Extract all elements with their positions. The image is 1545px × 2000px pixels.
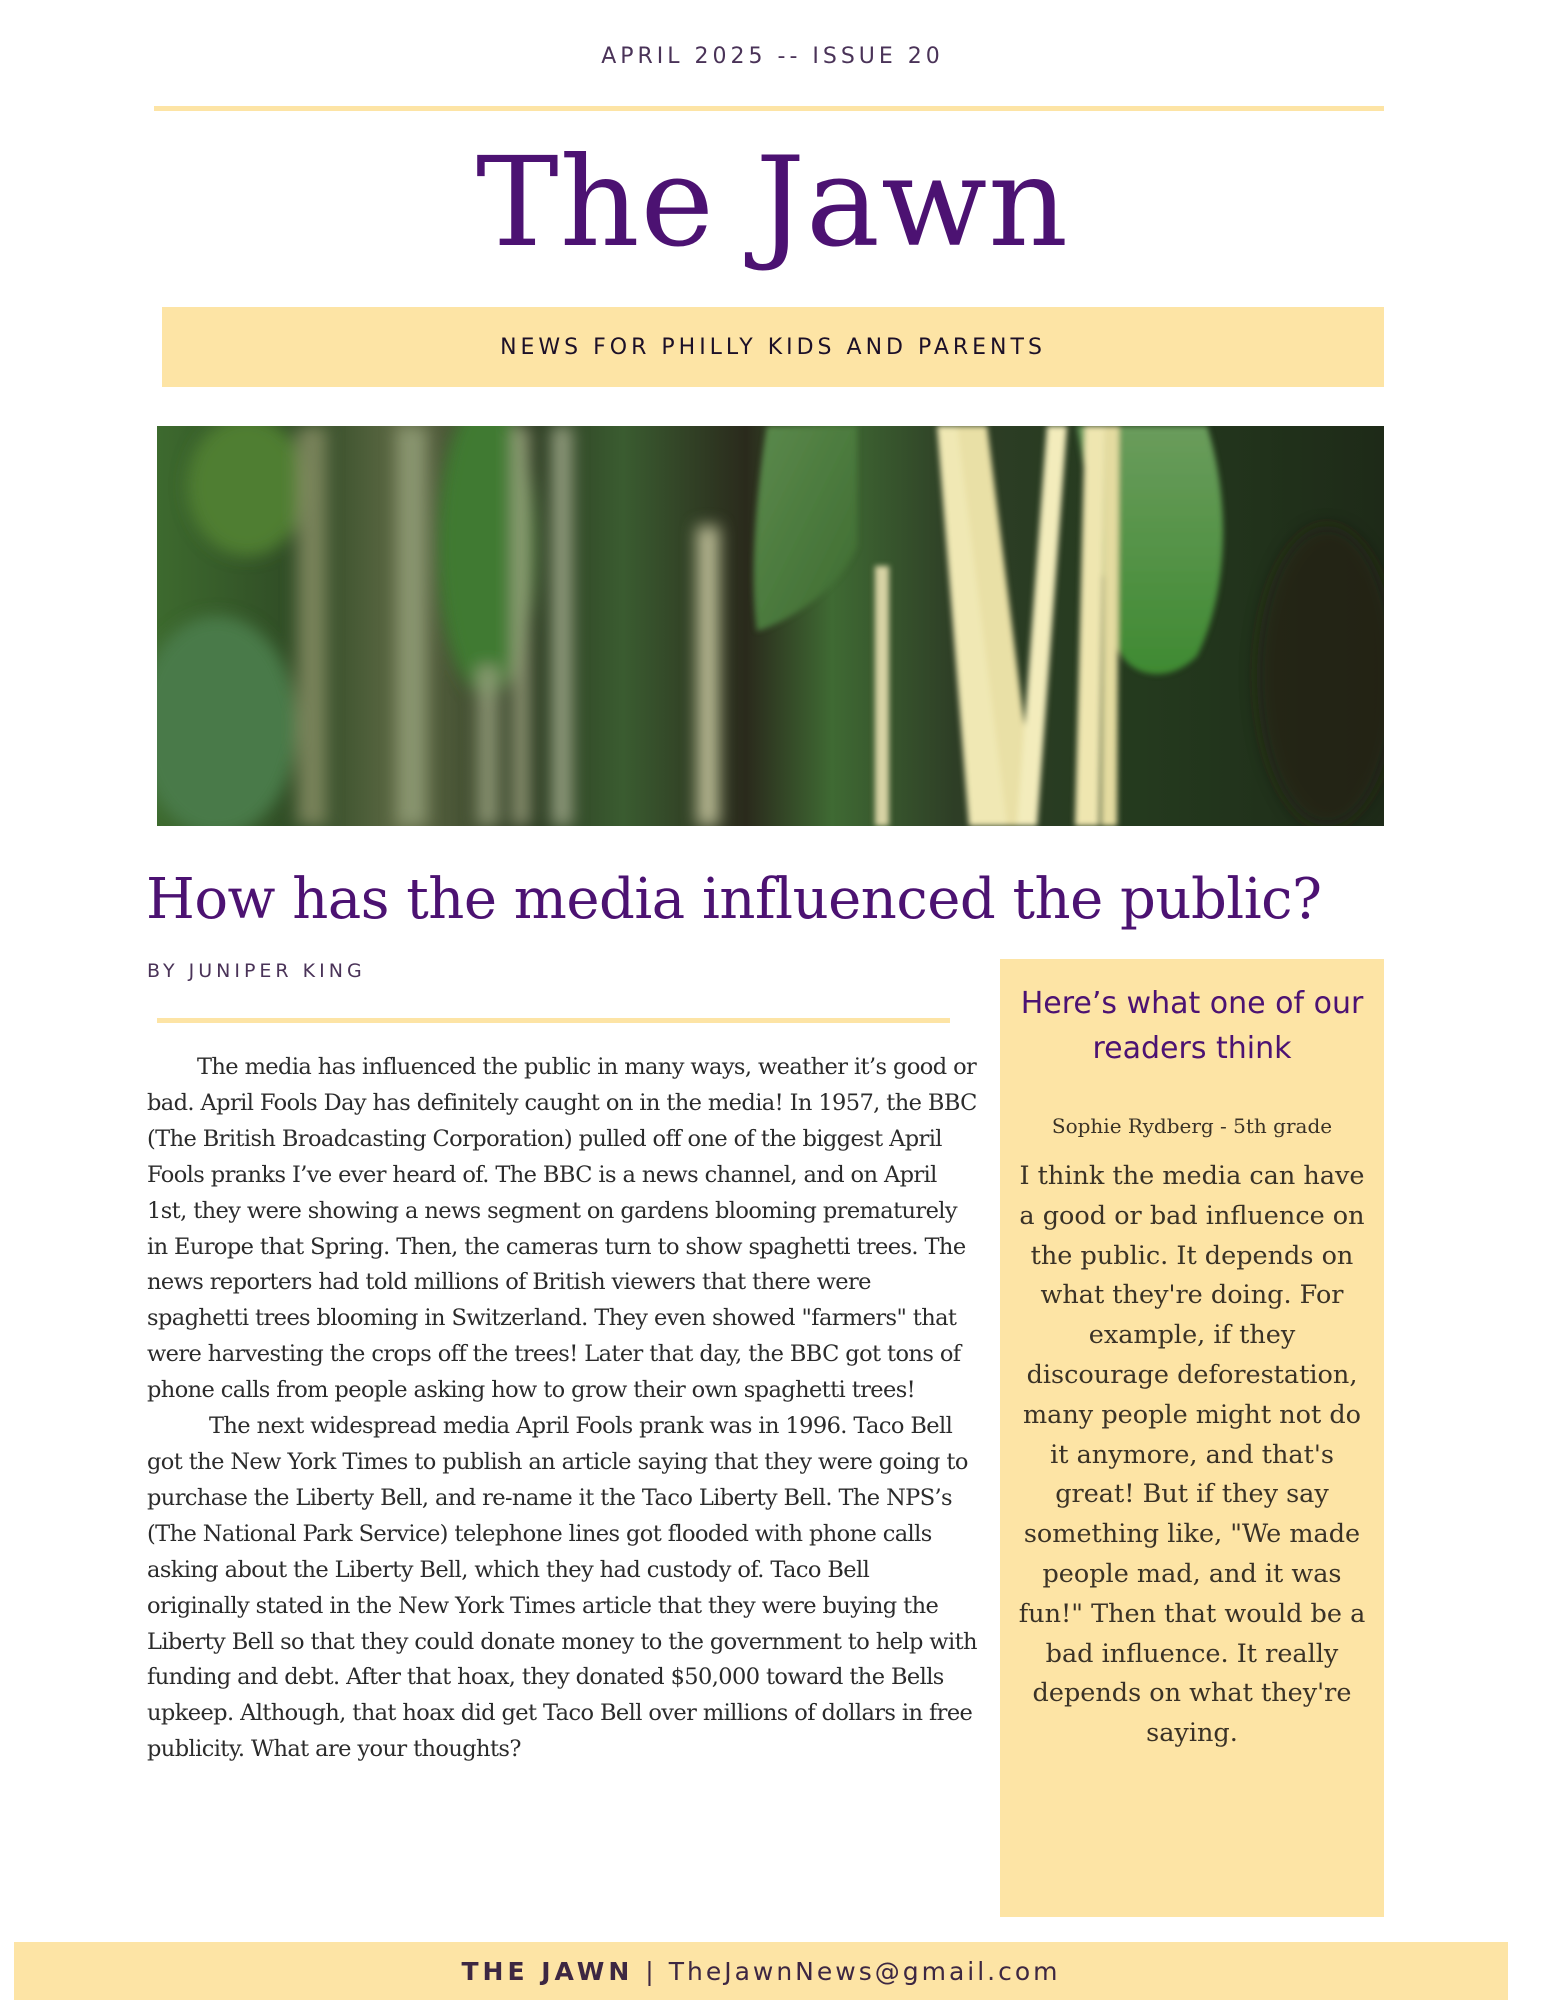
reader-opinion-sidebar — [1000, 959, 1384, 1917]
hero-photo-spaghetti-tree — [157, 426, 1384, 826]
newsletter-title: The Jawn — [475, 131, 1069, 275]
tagline-text: NEWS FOR PHILLY KIDS AND PARENTS — [500, 334, 1046, 360]
header-divider — [154, 106, 1384, 111]
article-body — [147, 1050, 977, 1768]
footer-separator: | — [645, 1956, 657, 1986]
article-divider — [157, 1018, 950, 1023]
article-paragraph: The media has influenced the public in many ways, weather it’s good or bad. April Fools Day has definitely caught on in the media! In 1957, the BBC (The British Broadcasting Corporation) pulled off one of the biggest April Fools pranks I’ve ever heard of. The BBC is a news channel, and on April 1st, they were showing a news segment on gardens blooming prematurely in Europe that Spring. Then, the cameras turn to show spaghetti trees. The news reporters had told millions of British viewers that there were spaghetti trees blooming in Switzerland. They even showed "farmers" that were harvesting the crops off the trees! Later that day, the BBC got tons of phone calls from people asking how to grow their own spaghetti trees! — [147, 1054, 977, 1404]
tagline-banner — [162, 307, 1384, 387]
article-headline: How has the media influenced the public? — [146, 867, 1322, 932]
issue-date-line: APRIL 2025 -- ISSUE 20 — [601, 44, 944, 69]
footer-email-link[interactable]: TheJawnNews@gmail.com — [668, 1956, 1061, 1986]
reader-name: Sophie Rydberg - 5th grade — [1051, 1114, 1333, 1138]
footer-brand: THE JAWN — [461, 1956, 634, 1986]
reader-quote: I think the media can have a good or bad influence on the public. It depends on what they're doing. For example, if they discourage deforestation, many people might not do it anymore, and that's great! But if they say something like, "We made people mad, and it was fun!" Then that would be a bad influence. It really depends on what they're saying. — [1018, 1161, 1366, 1749]
footer-bar — [14, 1942, 1508, 2000]
sidebar-heading: Here’s what one of our readers think — [1020, 986, 1364, 1066]
article-paragraph: The next widespread media April Fools prank was in 1996. Taco Bell got the New York Times to publish an article saying that they were going to purchase the Liberty Bell, and re-name it the Taco Liberty Bell. The NPS’s (The National Park Service) telephone lines got flooded with phone calls asking about the Liberty Bell, which they had custody of. Taco Bell originally stated in the New York Times article that they were buying the Liberty Bell so that they could donate money to the government to help with funding and debt. After that hoax, they donated $50,000 toward the Bells upkeep. Although, that hoax did get Taco Bell over millions of dollars in free publicity. What are your thoughts? — [147, 1413, 977, 1763]
article-byline: BY JUNIPER KING — [147, 960, 366, 982]
